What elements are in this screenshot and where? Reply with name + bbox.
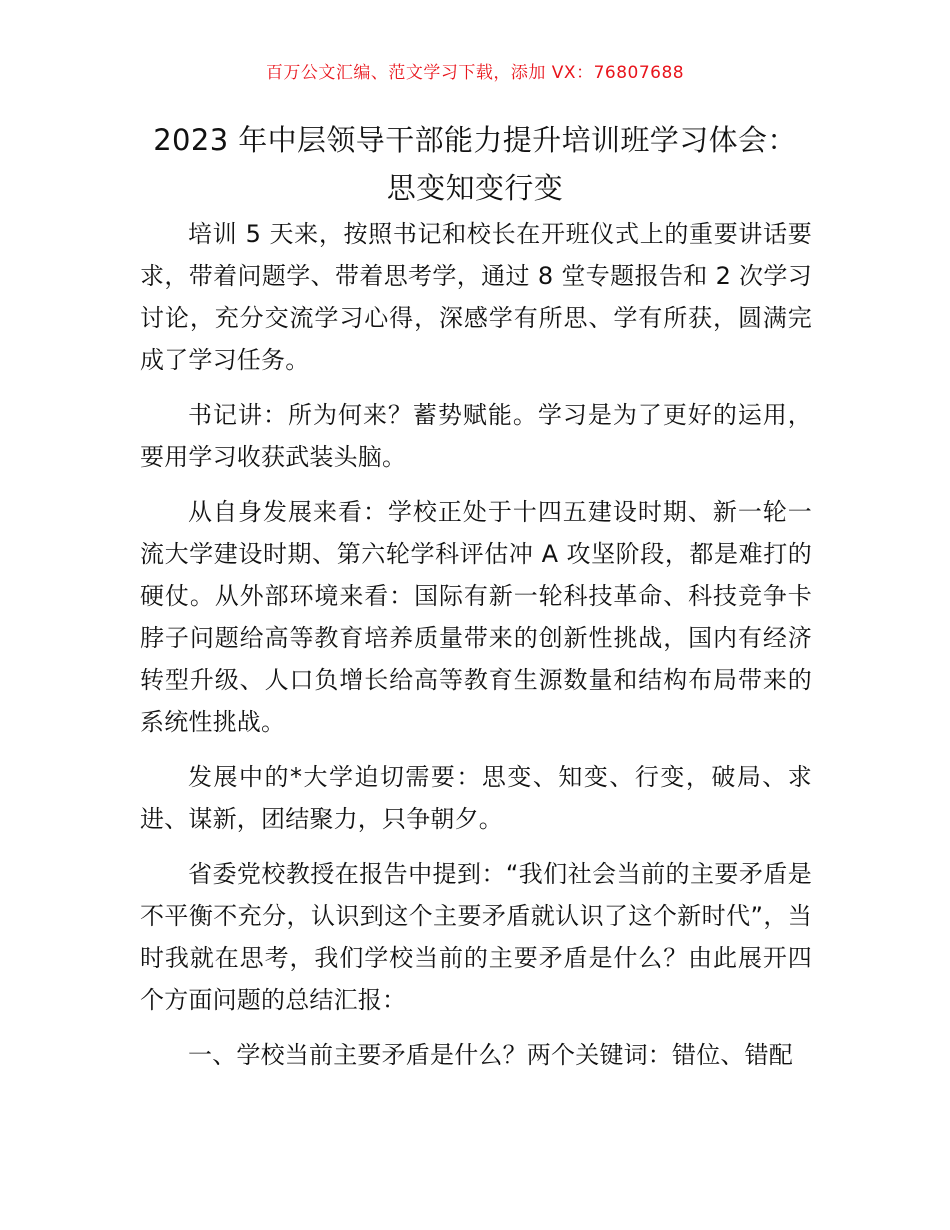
watermark-header: 百万公文汇编、范文学习下载，添加 VX：76807688 xyxy=(265,63,685,83)
document-title: 2023 年中层领导干部能力提升培训班学习体会：思变知变行变 xyxy=(153,123,797,205)
paragraph-2: 书记讲：所为何来？蓄势赋能。学习是为了更好的运用，要用学习收获武装头脑。 xyxy=(140,401,812,471)
paragraph-1: 培训 5 天来，按照书记和校长在开班仪式上的重要讲话要求，带着问题学、带着思考学，通过 8 堂专题报告和 2 次学习讨论，充分交流学习心得，深感学有所思、学有所获，圆满完成了学习任务。 xyxy=(140,220,812,374)
paragraph-4: 发展中的*大学迫切需要：思变、知变、行变，破局、求进、谋新，团结聚力，只争朝夕。 xyxy=(140,763,812,833)
paragraph-3: 从自身发展来看：学校正处于十四五建设时期、新一轮一流大学建设时期、第六轮学科评估冲 A 攻坚阶段，都是难打的硬仗。从外部环境来看：国际有新一轮科技革命、科技竞争卡脖子问题给高等教育培养质量带来的创新性挑战，国内有经济转型升级、人口负增长给高等教育生源数量和结构布局带来的系统性挑战。 xyxy=(140,498,812,736)
document-body xyxy=(140,213,812,1089)
paragraph-5: 省委党校教授在报告中提到：“我们社会当前的主要矛盾是不平衡不充分，认识到这个主要矛盾就认识了这个新时代”，当时我就在思考，我们学校当前的主要矛盾是什么？由此展开四个方面问题的总结汇报： xyxy=(140,860,812,1014)
section-heading-1: 一、学校当前主要矛盾是什么？两个关键词：错位、错配 xyxy=(188,1041,793,1069)
